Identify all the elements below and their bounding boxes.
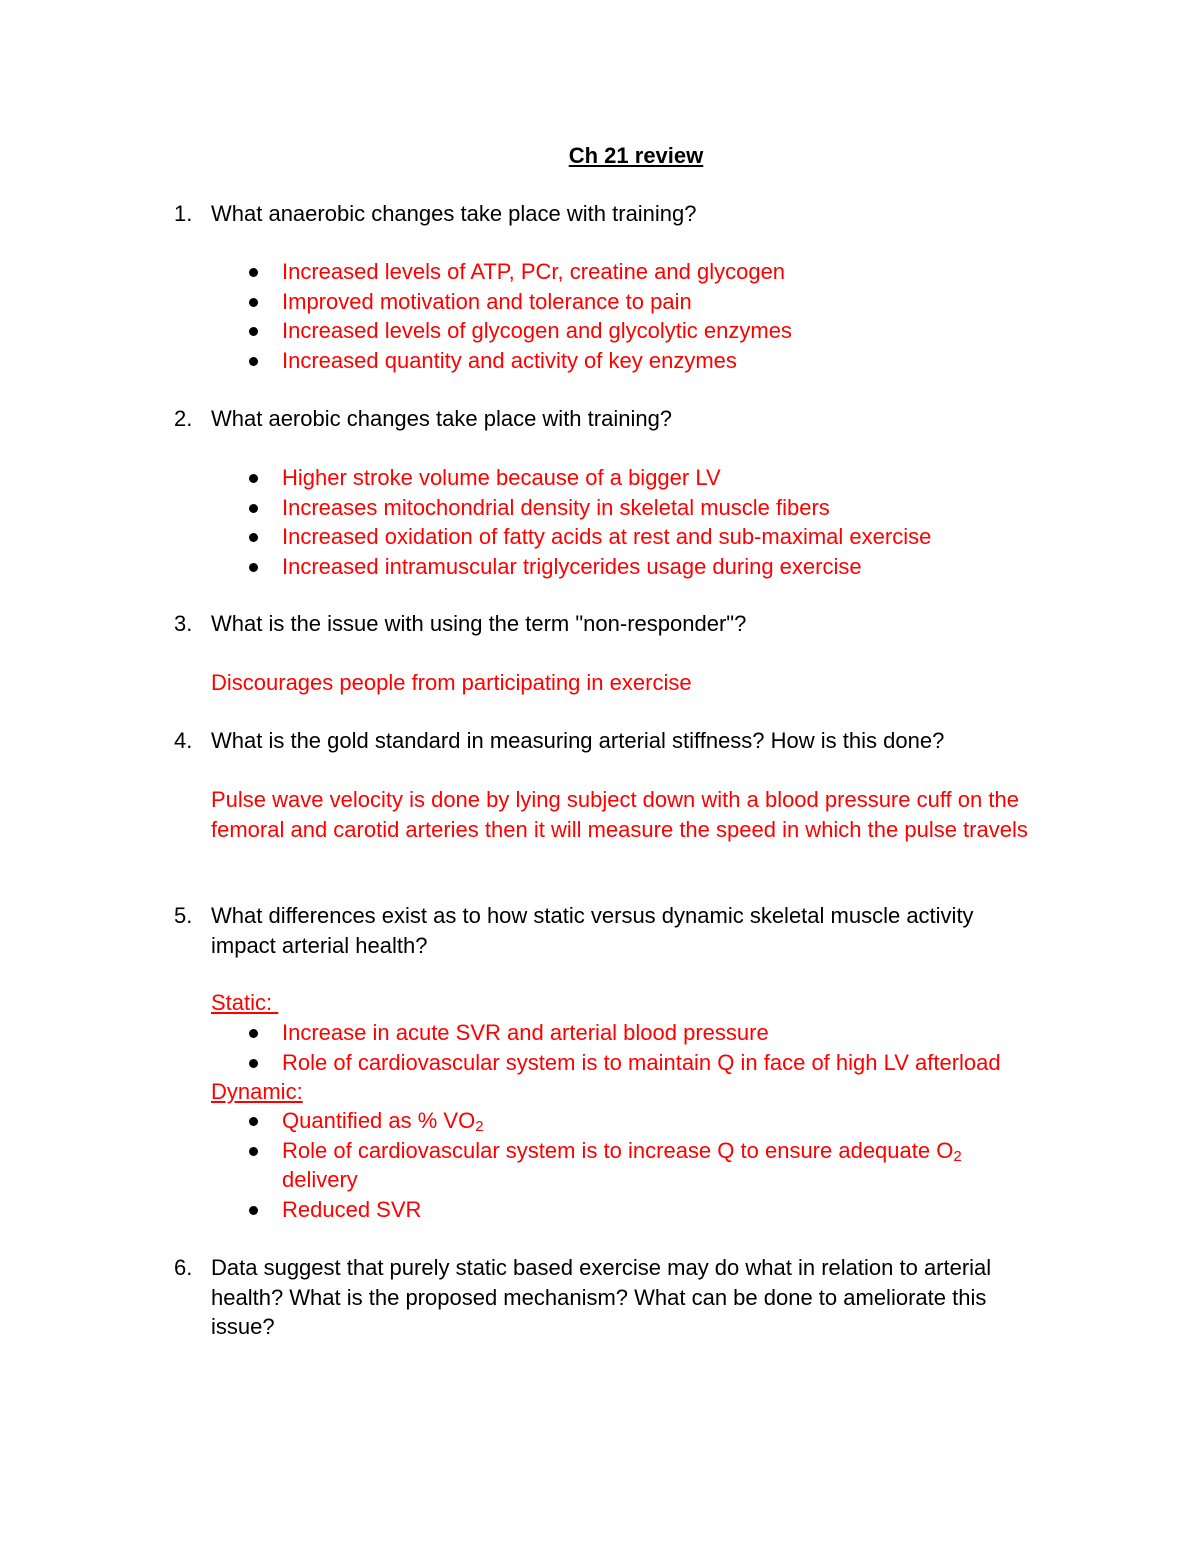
question-text: Data suggest that purely static based exercise may do what in relation to arterial health? What is the proposed mechanism? What can be done to ameliorate this issue? [211,1255,992,1339]
question-4 [174,726,1074,756]
list-item: Role of cardiovascular system is to maintain Q in face of high LV afterload [248,1048,1078,1078]
question-text: What is the issue with using the term "non-responder"? [211,611,747,636]
question-3 [174,609,1074,639]
bullet-icon [249,1029,258,1038]
bullet-icon [249,357,258,366]
list-item: Increased quantity and activity of key enzymes [248,346,1068,376]
question-text: What differences exist as to how static versus dynamic skeletal muscle activity impact arterial health? [211,903,974,958]
question-number: 6. [174,1255,193,1280]
list-item: Increased intramuscular triglycerides usage during exercise [248,552,1068,582]
question-text: What anaerobic changes take place with training? [211,201,697,226]
list-item: Increases mitochondrial density in skeletal muscle fibers [248,493,1068,523]
page-title: Ch 21 review [568,143,704,168]
list-item: Improved motivation and tolerance to pain [248,287,1068,317]
list-item: Higher stroke volume because of a bigger LV [248,463,1068,493]
bullet-icon [249,268,258,277]
bullet-icon [249,504,258,513]
bullet-icon [249,1059,258,1068]
list-item: Quantified as % $VO_2$ [248,1106,1008,1136]
answer-list-2 [248,463,1068,581]
answer-list-1 [248,257,1068,375]
list-item: Increased oxidation of fatty acids at rest and sub-maximal exercise [248,522,1068,552]
question-number: 1. [174,201,193,226]
question-2 [174,404,1074,434]
answer-3: Discourages people from participating in exercise [211,670,692,695]
answer-4: Pulse wave velocity is done by lying subject down with a blood pressure cuff on the femoral and carotid arteries then it will measure the speed in which the pulse travels [211,787,1028,842]
dynamic-list [248,1106,1008,1224]
list-item: Reduced SVR [248,1195,1008,1225]
bullet-icon [249,1206,258,1215]
bullet-icon [249,298,258,307]
bullet-icon [249,563,258,572]
question-text: What aerobic changes take place with training? [211,406,673,431]
bullet-icon [249,474,258,483]
question-6 [174,1253,1054,1342]
question-number: 4. [174,728,193,753]
question-number: 2. [174,406,193,431]
list-item: Role of cardiovascular system is to increase Q to ensure adequate $O_2$ delivery [248,1136,1008,1195]
bullet-icon [249,1117,258,1126]
bullet-icon [249,327,258,336]
list-item: Increased levels of glycogen and glycolytic enzymes [248,316,1068,346]
question-5 [174,901,1044,960]
dynamic-label: Dynamic: [211,1079,303,1104]
list-item: Increased levels of ATP, PCr, creatine and glycogen [248,257,1068,287]
static-label: Static: [211,990,279,1015]
bullet-icon [249,533,258,542]
question-number: 5. [174,903,193,928]
static-list [248,1018,1078,1077]
question-1 [174,199,1074,229]
list-item: Increase in acute SVR and arterial blood pressure [248,1018,1078,1048]
question-number: 3. [174,611,193,636]
bullet-icon [249,1147,258,1156]
question-text: What is the gold standard in measuring arterial stiffness? How is this done? [211,728,945,753]
